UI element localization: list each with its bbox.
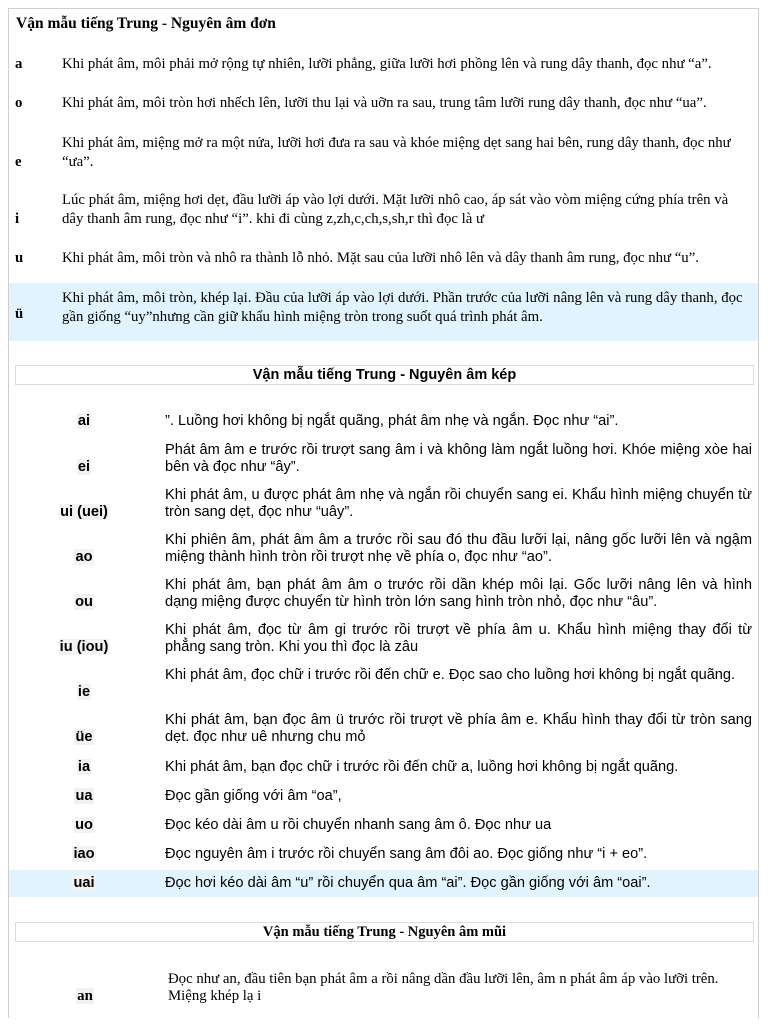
pinyin-cell [9, 759, 159, 776]
table-row [9, 191, 759, 229]
pinyin-label: uai [73, 875, 95, 891]
vowel-description: Khi phát âm, miệng mở ra một nửa, lưỡi hơi đưa ra sau và khóe miệng dẹt sang hai bên, rung dây thanh, đọc như “ưa”. [62, 135, 731, 170]
pinyin-cell [9, 639, 159, 656]
nasal-vowels-title: Vận mẫu tiếng Trung - Nguyên âm mũi [15, 922, 754, 942]
vowel-letter: u [15, 250, 24, 266]
pinyin-label: iao [73, 846, 95, 862]
pinyin-description: Đọc hơi kéo dài âm “u” rồi chuyển qua âm “ai”. Đọc gần giống với âm “oai”. [165, 875, 651, 891]
vowel-description: Lúc phát âm, miệng hơi dẹt, đầu lưỡi áp vào lợi dưới. Mặt lưỡi nhô cao, áp sát vào vòm miệng cứng phía trên và dây thanh âm rung, đọc như “i”. khi đi cùng z,zh,c,ch,s,sh,r thì đọc là ư [62, 192, 729, 227]
table-row [9, 667, 759, 701]
pinyin-cell [9, 459, 159, 476]
pinyin-description: Khi phiên âm, phát âm âm a trước rồi sau đó thu đầu lưỡi lại, nâng gốc lưỡi lên và ngậm miệng thành hình tròn rồi trượt nhẹ về phía o, đọc như “ao”. [165, 532, 752, 565]
table-row [9, 577, 759, 611]
pinyin-label: uo [75, 817, 93, 833]
table-row [9, 532, 759, 566]
pinyin-cell [9, 684, 159, 701]
document-frame [8, 8, 759, 1018]
pinyin-label: üe [75, 729, 93, 745]
table-row [9, 971, 759, 1005]
table-row [9, 134, 759, 172]
pinyin-cell [9, 817, 159, 834]
pinyin-label: an [77, 988, 93, 1004]
pinyin-description: Đọc kéo dài âm u rồi chuyển nhanh sang âm ô. Đọc như ua [165, 817, 552, 833]
pinyin-label: ui (uei) [60, 504, 108, 520]
table-row [9, 442, 759, 476]
pinyin-label: ai [77, 413, 91, 429]
pinyin-cell [9, 594, 159, 611]
vowel-description: Khi phát âm, môi tròn, khép lại. Đầu của lưỡi áp vào lợi dưới. Phần trước của lưỡi nâng lên và rung dây thanh, đọc gần giống “uy”nhưng cần giữ khẩu hình miệng tròn trong suốt quá trình phát âm. [62, 290, 743, 325]
table-row [9, 249, 759, 268]
table-row [9, 788, 759, 805]
vowel-letter: i [15, 211, 20, 227]
vowel-letter: a [15, 56, 23, 72]
pinyin-cell [9, 788, 159, 805]
vowel-letter: e [15, 154, 22, 170]
pinyin-description: Phát âm âm e trước rồi trượt sang âm i và không làm ngắt luồng hơi. Khóe miệng xòe hai bên và đọc như “ây”. [165, 442, 752, 475]
pinyin-cell [9, 504, 159, 521]
pinyin-label: ua [75, 788, 93, 804]
vowel-letter: ü [15, 306, 24, 322]
pinyin-label: ei [77, 459, 91, 475]
table-row [9, 712, 759, 746]
pinyin-cell [9, 549, 159, 566]
pinyin-cell [9, 875, 159, 892]
vowel-description: Khi phát âm, môi phải mở rộng tự nhiên, lưỡi phẳng, giữa lưỡi hơi phồng lên và rung dây thanh, đọc như “a”. [62, 56, 712, 72]
table-row [9, 817, 759, 834]
pinyin-cell [9, 413, 159, 430]
pinyin-label: ou [75, 594, 93, 610]
table-row [9, 846, 759, 863]
pinyin-description: Khi phát âm, bạn đọc âm ü trước rồi trượt về phía âm e. Khẩu hình thay đổi từ tròn sang dẹt. đọc như uê nhưng chu mỏ [165, 712, 752, 745]
pinyin-description: Đọc như an, đầu tiên bạn phát âm a rồi nâng dần đầu lưỡi lên, âm n phát âm áp vào lưỡi trên. Miệng khép lạ i [168, 971, 719, 1004]
pinyin-description: Khi phát âm, đọc từ âm gi trước rồi trượt về phía âm u. Khẩu hình miệng thay đổi từ phẳng sang tròn. Khi you thì đọc là zâu [165, 622, 752, 655]
table-row [9, 55, 759, 74]
pinyin-description: Đọc gần giống với âm “oa”, [165, 788, 342, 804]
single-vowels-title: Vận mẫu tiếng Trung - Nguyên âm đơn [16, 15, 276, 32]
table-row-highlighted [9, 283, 759, 341]
compound-vowels-title: Vận mẫu tiếng Trung - Nguyên âm kép [15, 365, 754, 385]
pinyin-label: ie [77, 684, 91, 700]
table-row [9, 622, 759, 656]
vowel-description: Khi phát âm, môi tròn và nhô ra thành lỗ nhỏ. Mặt sau của lưỡi nhô lên và dây thanh âm rung, đọc như “u”. [62, 250, 699, 266]
vowel-letter: o [15, 95, 23, 111]
pinyin-description: Khi phát âm, đọc chữ i trước rồi đến chữ e. Đọc sao cho luồng hơi không bị ngắt quãng. [165, 667, 736, 683]
pinyin-description: Đọc nguyên âm i trước rồi chuyển sang âm đôi ao. Đọc giống như “i + eo”. [165, 846, 648, 862]
pinyin-label: iu (iou) [59, 639, 109, 655]
pinyin-description: Khi phát âm, bạn đọc chữ i trước rồi đến chữ a, luồng hơi không bị ngắt quãng. [165, 759, 679, 775]
pinyin-description: Khi phát âm, u được phát âm nhẹ và ngắn rồi chuyển sang ei. Khẩu hình miệng chuyển từ tròn sang dẹt, đọc như “uây”. [165, 487, 752, 520]
table-row [9, 94, 759, 113]
table-row [9, 413, 759, 430]
vowel-description: Khi phát âm, môi tròn hơi nhếch lên, lưỡi thu lại và uỡn ra sau, trung tâm lưỡi rung dây thanh, đọc như “ua”. [62, 95, 707, 111]
table-row [9, 487, 759, 521]
pinyin-cell [9, 729, 159, 746]
pinyin-description: ”. Luồng hơi không bị ngắt quãng, phát âm nhẹ và ngắn. Đọc như “ai”. [165, 413, 619, 429]
pinyin-cell [9, 988, 161, 1005]
pinyin-label: ao [75, 549, 93, 565]
table-row [9, 759, 759, 776]
pinyin-description: Khi phát âm, bạn phát âm âm o trước rồi dần khép môi lại. Gốc lưỡi nâng lên và hình dạng miệng được chuyển từ hình tròn lớn sang hình tròn nhỏ, đọc như “âu”. [165, 577, 752, 610]
table-row-highlighted [9, 870, 759, 897]
pinyin-cell [9, 846, 159, 863]
pinyin-label: ia [77, 759, 91, 775]
